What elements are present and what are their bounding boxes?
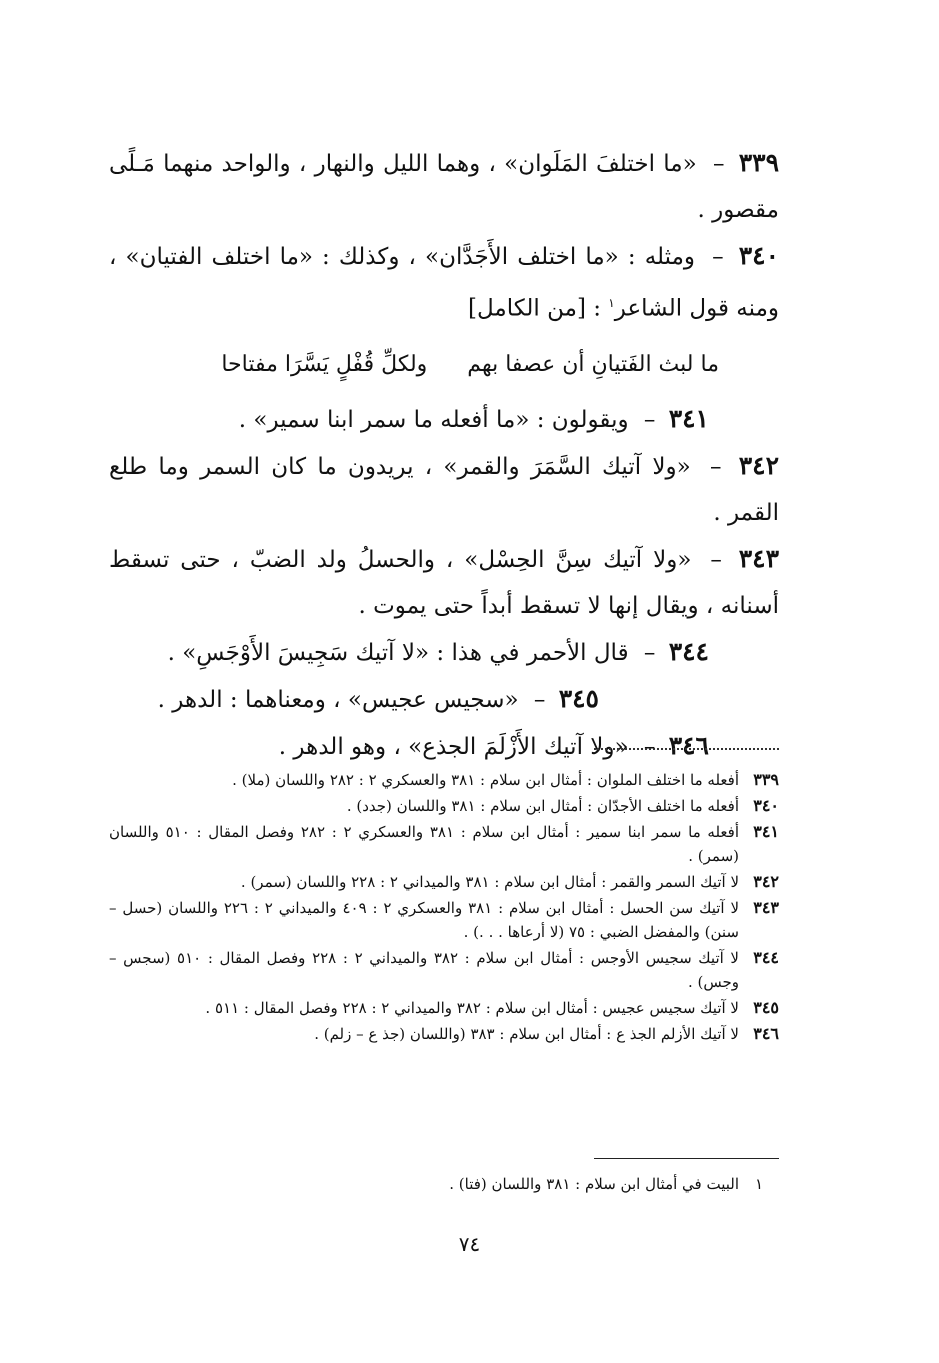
footnote-number: ١ [754,1175,764,1193]
note-item [109,1022,779,1046]
note-number: ٣٤٣ [753,898,779,917]
entry-text: قال الأحمر في هذا : «لا آتيك سَجِيسَ الأَوْجَسِ» . [167,639,629,666]
entry-dash: – [710,546,722,573]
note-text: لا آتيك سن الحسل : أمثال ابن سلام : ٣٨١ والعسكري ٢ : ٤٠٩ والميداني ٢ : ٢٢٦ واللسان (حسل – سنن) والمفضل الضبي : ٧٥ (لا أرعاها . . .) . [109,899,739,941]
entry-text: ويقولون : «ما أفعله ما سمر ابنا سمير» . [238,406,629,433]
note-text: لا آتيك سجيس الأوجس : أمثال ابن سلام : ٣٨٢ والميداني ٢ : ٢٢٨ وفصل المقال : ٥١٠ (سجس – وجس) . [109,949,739,991]
poetry-verse [109,342,719,388]
page-number: ٧٤ [458,1232,481,1256]
entry-text: «ولا آتيك سِنَّ الحِسْل» ، والحسلُ ولد الضبّ ، حتى تسقط أسنانه ، ويقال إنها لا تسقط أبداً حتى يموت . [109,546,779,619]
paragraph-345 [109,676,779,723]
note-number: ٣٤٦ [753,1024,779,1043]
meter-label: : [من الكامل] [467,295,609,322]
entry-number: ٣٤١ [668,403,709,433]
entry-number: ٣٤٢ [738,450,780,480]
entry-text: «ما اختلفَ المَلَوان» ، وهما الليل والنهار ، والواحد منهما مَـلًى مقصور . [109,151,779,223]
entry-number: ٣٤٦ [668,730,709,760]
paragraph-346 [109,723,779,770]
footnote-divider [594,1158,779,1159]
verse-first-hemistich: ما لبث الفَتيانِ أن عصفا بهم [467,351,719,377]
note-number: ٣٤٠ [753,796,779,815]
note-item [109,946,779,994]
note-number: ٣٤٥ [753,998,779,1017]
note-number: ٣٤١ [753,822,779,841]
entry-dash: – [709,453,722,480]
note-item [109,870,779,894]
note-number: ٣٤٢ [753,872,779,891]
footnote-marker: ١ [608,296,615,310]
entry-number: ٣٤٤ [668,636,709,666]
paragraph-340 [109,233,779,332]
note-text: أفعله ما اختلف الملوان : أمثال ابن سلام : ٣٨١ والعسكري ٢ : ٢٨٢ واللسان (ملا) . [232,771,739,789]
note-text: لا آتيك الأزلم الجذ ع : أمثال ابن سلام : ٣٨٣ (واللسان (جذ ع – زلم) . [314,1025,739,1043]
main-text [109,140,779,770]
note-text: أفعله ما سمر ابنا سمير : أمثال ابن سلام : ٣٨١ والعسكري ٢ : ٢٨٢ وفصل المقال : ٥١٠ واللسان (سمر) . [109,823,740,865]
paragraph-342 [109,443,779,536]
paragraph-339 [109,140,779,233]
note-number: ٣٣٩ [753,770,779,789]
note-text: لا آتيك سجيس عجيس : أمثال ابن سلام : ٣٨٢ والميداني ٢ : ٢٢٨ وفصل المقال : ٥١١ . [205,999,739,1017]
paragraph-341 [109,396,779,443]
entry-dash: – [712,151,725,177]
entry-dash: – [643,733,656,760]
reference-notes [109,768,779,1048]
entry-number: ٣٣٩ [738,148,780,177]
notes-dotted-divider [594,748,779,750]
note-item [109,768,779,792]
verse-second-hemistich: ولكلِّ قُفْلٍ يَسَّرَا مفتاحا [221,351,428,377]
paragraph-343 [109,536,779,629]
note-item [109,896,779,944]
entry-text: «سجيس عجيس» ، ومعناهما : الدهر . [157,686,519,713]
paragraph-344 [109,629,779,676]
entry-text: «ولا آتيك السَّمَرَ والقمر» ، يريدون ما كان السمر وما طلع القمر . [109,453,779,526]
footnote-text: البيت في أمثال ابن سلام : ٣٨١ واللسان (فتا) . [449,1175,739,1193]
entry-number: ٣٤٠ [738,241,780,270]
note-number: ٣٤٤ [753,948,779,967]
note-text: أفعله ما اختلف الأجدّان : أمثال ابن سلام : ٣٨١ واللسان (جدد) . [346,797,739,815]
note-text: لا آتيك السمر والقمر : أمثال ابن سلام : ٣٨١ والميداني ٢ : ٢٢٨ واللسان (سمر) . [240,873,739,891]
footnote [109,1172,779,1196]
entry-number: ٣٤٣ [738,543,780,573]
entry-number: ٣٤٥ [558,683,599,713]
entry-dash: – [712,244,724,270]
entry-dash: – [533,686,546,713]
entry-text: «ولا آتيك الأَزْلَمَ الجذع» ، وهو الدهر . [278,733,629,760]
entry-dash: – [643,406,656,433]
note-item [109,996,779,1020]
note-item [109,820,779,868]
note-item [109,794,779,818]
entry-dash: – [643,639,656,666]
entry-text: ومثله : «ما اختلف الأَجَدَّان» ، وكذلك : «ما اختلف الفتيان» ، ومنه قول الشاعر [109,244,779,322]
